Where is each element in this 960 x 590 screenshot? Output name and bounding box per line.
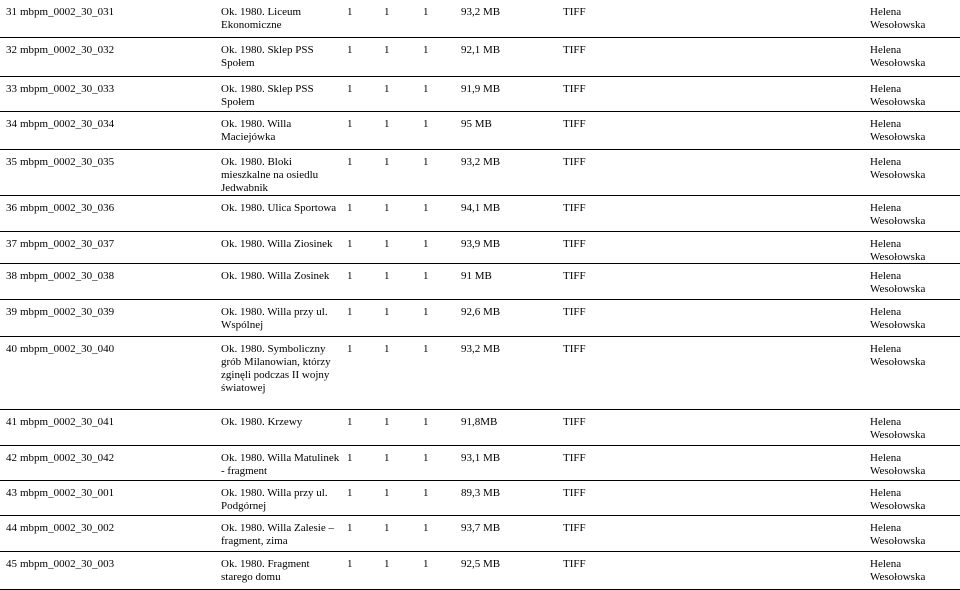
description-cell: Ok. 1980. Fragment starego domu bbox=[221, 558, 310, 583]
description-cell: Ok. 1980. Sklep PSS Społem bbox=[221, 83, 314, 108]
author-cell: Helena Wesołowska bbox=[870, 83, 926, 108]
count-a-cell: 1 bbox=[347, 202, 353, 214]
file-size-cell: 93,2 MB bbox=[461, 343, 501, 355]
count-c-cell: 1 bbox=[423, 522, 429, 534]
row-number-cell: 45 bbox=[6, 558, 17, 570]
row-number-cell: 35 bbox=[6, 156, 17, 168]
count-a-cell: 1 bbox=[347, 306, 353, 318]
description-cell: Ok. 1980. Liceum Ekonomiczne bbox=[221, 6, 302, 31]
description-cell: Ok. 1980. Krzewy bbox=[221, 416, 303, 428]
author-cell: Helena Wesołowska bbox=[870, 6, 926, 31]
author-cell: Helena Wesołowska bbox=[870, 238, 926, 263]
file-format-cell: TIFF bbox=[563, 118, 586, 130]
row-number-cell: 38 bbox=[6, 270, 17, 282]
description-cell: Ok. 1980. Willa Zalesie – fragment, zima bbox=[221, 522, 334, 547]
file-size-cell: 92,1 MB bbox=[461, 44, 501, 56]
table-row bbox=[0, 300, 960, 337]
file-id-cell: mbpm_0002_30_033 bbox=[20, 83, 115, 95]
row-number-cell: 42 bbox=[6, 452, 17, 464]
file-size-cell: 89,3 MB bbox=[461, 487, 501, 499]
file-id-cell: mbpm_0002_30_037 bbox=[20, 238, 115, 250]
table-row bbox=[0, 410, 960, 446]
file-format-cell: TIFF bbox=[563, 83, 586, 95]
count-b-cell: 1 bbox=[384, 522, 390, 534]
count-b-cell: 1 bbox=[384, 202, 390, 214]
file-size-cell: 95 MB bbox=[461, 118, 492, 130]
file-format-cell: TIFF bbox=[563, 487, 586, 499]
file-format-cell: TIFF bbox=[563, 416, 586, 428]
row-number-cell: 37 bbox=[6, 238, 17, 250]
file-format-cell: TIFF bbox=[563, 306, 586, 318]
file-size-cell: 93,2 MB bbox=[461, 6, 501, 18]
author-cell: Helena Wesołowska bbox=[870, 452, 926, 477]
table-row bbox=[0, 481, 960, 516]
row-number-cell: 39 bbox=[6, 306, 17, 318]
row-number-cell: 36 bbox=[6, 202, 17, 214]
file-id-cell: mbpm_0002_30_032 bbox=[20, 44, 115, 56]
table-row bbox=[0, 77, 960, 112]
author-cell: Helena Wesołowska bbox=[870, 343, 926, 368]
file-id-cell: mbpm_0002_30_001 bbox=[20, 487, 115, 499]
table-row bbox=[0, 516, 960, 552]
description-cell: Ok. 1980. Willa przy ul. Podgórnej bbox=[221, 487, 328, 512]
count-c-cell: 1 bbox=[423, 270, 429, 282]
file-id-cell: mbpm_0002_30_039 bbox=[20, 306, 115, 318]
file-format-cell: TIFF bbox=[563, 44, 586, 56]
description-cell: Ok. 1980. Ulica Sportowa bbox=[221, 202, 337, 214]
count-c-cell: 1 bbox=[423, 118, 429, 130]
file-size-cell: 91,9 MB bbox=[461, 83, 501, 95]
file-id-cell: mbpm_0002_30_035 bbox=[20, 156, 115, 168]
table-row bbox=[0, 112, 960, 150]
author-cell: Helena Wesołowska bbox=[870, 270, 926, 295]
file-id-cell: mbpm_0002_30_036 bbox=[20, 202, 115, 214]
table-row bbox=[0, 150, 960, 196]
file-format-cell: TIFF bbox=[563, 343, 586, 355]
count-c-cell: 1 bbox=[423, 83, 429, 95]
row-number-cell: 32 bbox=[6, 44, 17, 56]
table-row bbox=[0, 232, 960, 264]
count-c-cell: 1 bbox=[423, 306, 429, 318]
file-size-cell: 93,9 MB bbox=[461, 238, 501, 250]
file-format-cell: TIFF bbox=[563, 156, 586, 168]
count-a-cell: 1 bbox=[347, 238, 353, 250]
description-cell: Ok. 1980. Willa Zosinek bbox=[221, 270, 330, 282]
row-number-cell: 44 bbox=[6, 522, 17, 534]
count-a-cell: 1 bbox=[347, 6, 353, 18]
table-row bbox=[0, 446, 960, 481]
author-cell: Helena Wesołowska bbox=[870, 44, 926, 69]
file-id-cell: mbpm_0002_30_002 bbox=[20, 522, 115, 534]
file-format-cell: TIFF bbox=[563, 522, 586, 534]
row-number-cell: 40 bbox=[6, 343, 17, 355]
file-format-cell: TIFF bbox=[563, 452, 586, 464]
file-size-cell: 93,1 MB bbox=[461, 452, 501, 464]
count-b-cell: 1 bbox=[384, 118, 390, 130]
description-cell: Ok. 1980. Bloki mieszkalne na osiedlu Jedwabnik bbox=[221, 156, 319, 194]
count-b-cell: 1 bbox=[384, 6, 390, 18]
count-c-cell: 1 bbox=[423, 238, 429, 250]
file-format-cell: TIFF bbox=[563, 6, 586, 18]
count-a-cell: 1 bbox=[347, 416, 353, 428]
file-format-cell: TIFF bbox=[563, 270, 586, 282]
description-cell: Ok. 1980. Willa Maciejówka bbox=[221, 118, 292, 143]
file-size-cell: 91,8MB bbox=[461, 416, 498, 428]
row-number-cell: 31 bbox=[6, 6, 17, 18]
author-cell: Helena Wesołowska bbox=[870, 558, 926, 583]
count-c-cell: 1 bbox=[423, 6, 429, 18]
description-cell: Ok. 1980. Willa przy ul. Wspólnej bbox=[221, 306, 328, 331]
count-a-cell: 1 bbox=[347, 83, 353, 95]
description-cell: Ok. 1980. Symboliczny grób Milanowian, którzy zginęli podczas II wojny światowej bbox=[221, 343, 331, 394]
count-b-cell: 1 bbox=[384, 416, 390, 428]
count-a-cell: 1 bbox=[347, 118, 353, 130]
file-size-cell: 92,5 MB bbox=[461, 558, 501, 570]
table-row bbox=[0, 552, 960, 590]
file-id-cell: mbpm_0002_30_031 bbox=[20, 6, 115, 18]
file-format-cell: TIFF bbox=[563, 202, 586, 214]
description-cell: Ok. 1980. Willa Ziosinek bbox=[221, 238, 333, 250]
file-size-cell: 93,7 MB bbox=[461, 522, 501, 534]
count-b-cell: 1 bbox=[384, 270, 390, 282]
table-row bbox=[0, 196, 960, 232]
file-id-cell: mbpm_0002_30_038 bbox=[20, 270, 115, 282]
row-number-cell: 43 bbox=[6, 487, 17, 499]
author-cell: Helena Wesołowska bbox=[870, 118, 926, 143]
file-id-cell: mbpm_0002_30_042 bbox=[20, 452, 115, 464]
count-b-cell: 1 bbox=[384, 306, 390, 318]
file-format-cell: TIFF bbox=[563, 238, 586, 250]
count-a-cell: 1 bbox=[347, 343, 353, 355]
author-cell: Helena Wesołowska bbox=[870, 522, 926, 547]
count-c-cell: 1 bbox=[423, 343, 429, 355]
file-size-cell: 93,2 MB bbox=[461, 156, 501, 168]
file-format-cell: TIFF bbox=[563, 558, 586, 570]
file-id-cell: mbpm_0002_30_040 bbox=[20, 343, 115, 355]
count-b-cell: 1 bbox=[384, 487, 390, 499]
count-b-cell: 1 bbox=[384, 238, 390, 250]
count-a-cell: 1 bbox=[347, 558, 353, 570]
count-a-cell: 1 bbox=[347, 452, 353, 464]
file-id-cell: mbpm_0002_30_034 bbox=[20, 118, 115, 130]
table-row bbox=[0, 337, 960, 410]
count-a-cell: 1 bbox=[347, 522, 353, 534]
file-size-cell: 92,6 MB bbox=[461, 306, 501, 318]
row-number-cell: 34 bbox=[6, 118, 17, 130]
count-b-cell: 1 bbox=[384, 83, 390, 95]
count-a-cell: 1 bbox=[347, 156, 353, 168]
count-a-cell: 1 bbox=[347, 270, 353, 282]
file-id-cell: mbpm_0002_30_003 bbox=[20, 558, 115, 570]
count-b-cell: 1 bbox=[384, 343, 390, 355]
author-cell: Helena Wesołowska bbox=[870, 487, 926, 512]
count-c-cell: 1 bbox=[423, 487, 429, 499]
file-size-cell: 91 MB bbox=[461, 270, 492, 282]
row-number-cell: 41 bbox=[6, 416, 17, 428]
file-size-cell: 94,1 MB bbox=[461, 202, 501, 214]
author-cell: Helena Wesołowska bbox=[870, 156, 926, 181]
count-b-cell: 1 bbox=[384, 452, 390, 464]
author-cell: Helena Wesołowska bbox=[870, 202, 926, 227]
count-a-cell: 1 bbox=[347, 487, 353, 499]
file-id-cell: mbpm_0002_30_041 bbox=[20, 416, 115, 428]
count-b-cell: 1 bbox=[384, 44, 390, 56]
description-cell: Ok. 1980. Willa Matulinek - fragment bbox=[221, 452, 340, 477]
row-number-cell: 33 bbox=[6, 83, 17, 95]
count-c-cell: 1 bbox=[423, 452, 429, 464]
count-c-cell: 1 bbox=[423, 202, 429, 214]
count-b-cell: 1 bbox=[384, 558, 390, 570]
count-a-cell: 1 bbox=[347, 44, 353, 56]
description-cell: Ok. 1980. Sklep PSS Społem bbox=[221, 44, 314, 69]
count-c-cell: 1 bbox=[423, 558, 429, 570]
count-c-cell: 1 bbox=[423, 44, 429, 56]
count-c-cell: 1 bbox=[423, 156, 429, 168]
count-b-cell: 1 bbox=[384, 156, 390, 168]
table-row bbox=[0, 38, 960, 77]
author-cell: Helena Wesołowska bbox=[870, 306, 926, 331]
count-c-cell: 1 bbox=[423, 416, 429, 428]
table-row bbox=[0, 0, 960, 38]
author-cell: Helena Wesołowska bbox=[870, 416, 926, 441]
table-row bbox=[0, 264, 960, 300]
